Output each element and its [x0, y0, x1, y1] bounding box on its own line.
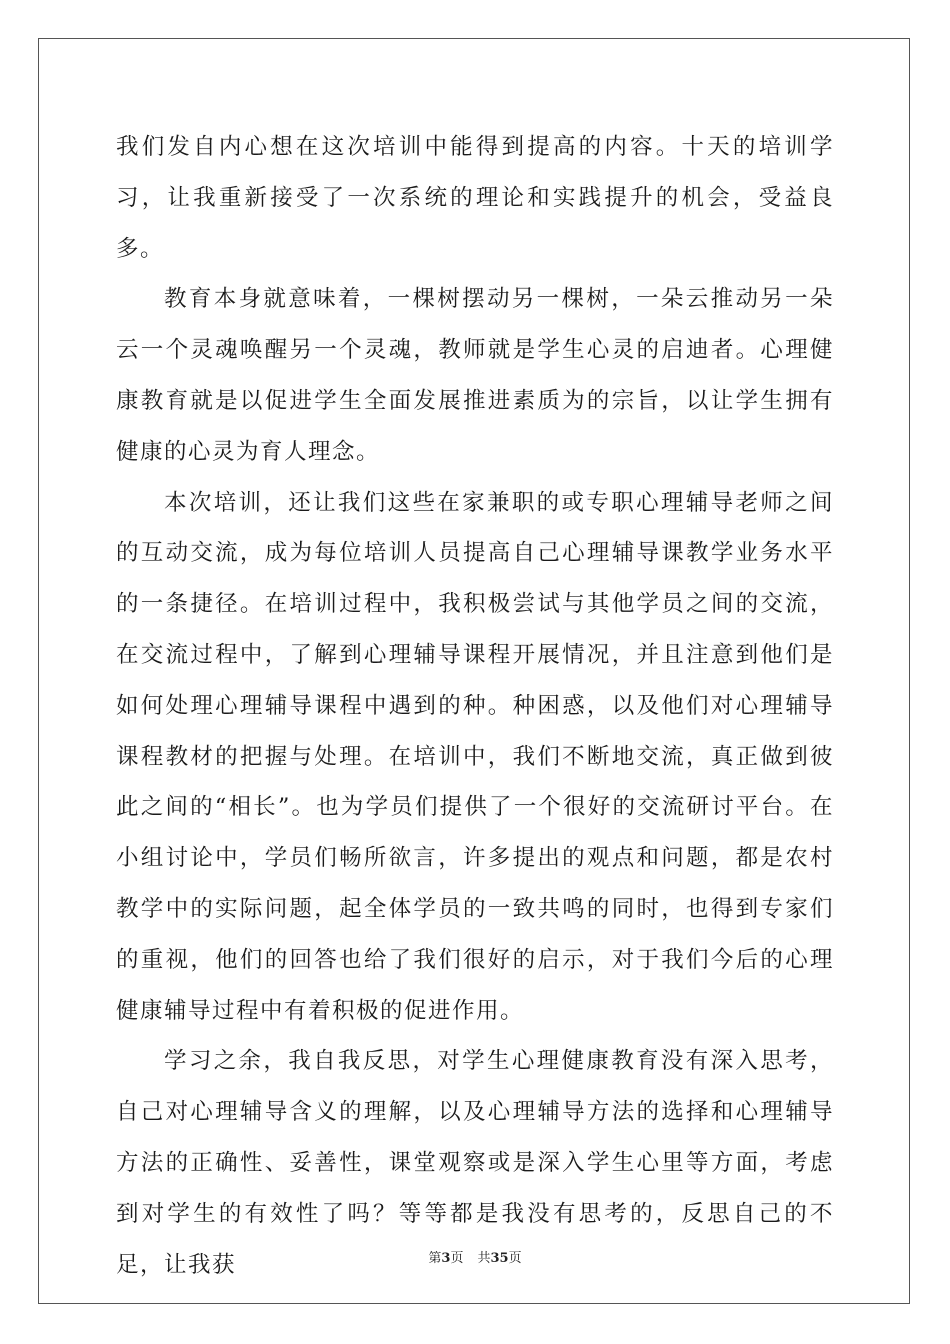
page-number-prefix: 第	[428, 1251, 442, 1266]
page-total-number: 35	[490, 1251, 509, 1266]
page-total-prefix: 共	[477, 1251, 491, 1266]
paragraph-4: 学习之余，我自我反思，对学生心理健康教育没有深入思考，自己对心理辅导含义的理解，以及心理辅导方法的选择和心理辅导方法的正确性、妥善性，课堂观察或是深入学生心里等方面，考虑到对学生的有效性了吗？等等都是我没有思考的，反思自己的不足，让我获	[116, 1048, 834, 1278]
paragraph-2: 教育本身就意味着，一棵树摆动另一棵树，一朵云推动另一朵云一个灵魂唤醒另一个灵魂，教师就是学生心灵的启迪者。心理健康教育就是以促进学生全面发展推进素质为的宗旨，以让学生拥有健康的心灵为育人理念。	[116, 286, 834, 465]
page-number-suffix: 页	[450, 1251, 464, 1266]
page-total-suffix: 页	[508, 1251, 522, 1266]
page-footer	[0, 1247, 950, 1266]
page-current-number: 3	[441, 1251, 451, 1266]
paragraph-3: 本次培训，还让我们这些在家兼职的或专职心理辅导老师之间的互动交流，成为每位培训人员提高自己心理辅导课教学业务水平的一条捷径。在培训过程中，我积极尝试与其他学员之间的交流，在交流过程中，了解到心理辅导课程开展情况，并且注意到他们是如何处理心理辅导课程中遇到的种。种困惑，以及他们对心理辅导课程教材的把握与处理。在培训中，我们不断地交流，真正做到彼此之间的“相长”。也为学员们提供了一个很好的交流研讨平台。在小组讨论中，学员们畅所欲言，许多提出的观点和问题，都是农村教学中的实际问题，起全体学员的一致共鸣的同时，也得到专家们的重视，他们的回答也给了我们很好的启示，对于我们今后的心理健康辅导过程中有着积极的促进作用。	[116, 489, 834, 1024]
document-body	[116, 122, 834, 1290]
paragraph-1: 我们发自内心想在这次培训中能得到提高的内容。十天的培训学习，让我重新接受了一次系统的理论和实践提升的机会，受益良多。	[116, 134, 834, 262]
